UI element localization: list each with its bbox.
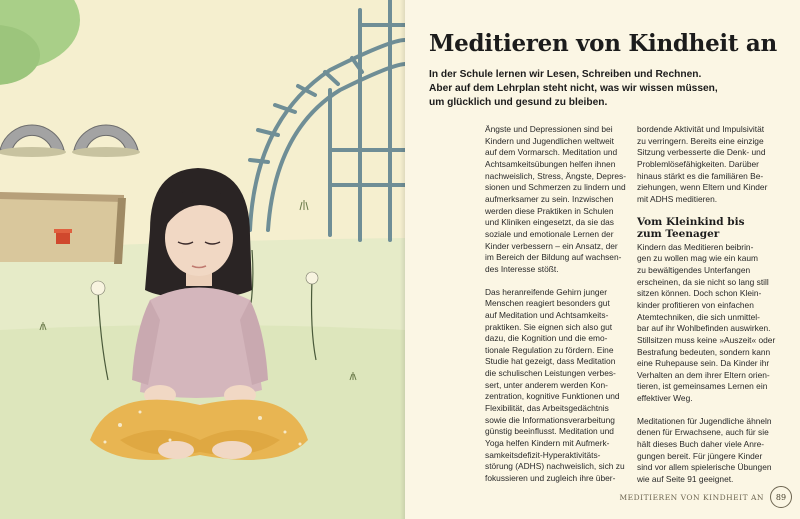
text-line: die schulischen Leistungen verbes- — [485, 368, 616, 379]
running-footer-title: MEDITIEREN VON KINDHEIT AN — [619, 492, 764, 502]
sandbox — [0, 192, 126, 264]
text-line: im Bereich der Bildung auf wachsen- — [485, 252, 622, 263]
text-line: zentration, kognitive Funktionen und — [485, 391, 620, 402]
lead-line: um glücklich und gesund zu bleiben. — [429, 97, 608, 108]
text-line: Problemlösefähigkeiten. Darüber — [637, 158, 759, 169]
text-line: des Interesse stößt. — [485, 263, 559, 274]
text-line: auf dem Vormarsch. Meditation und — [485, 147, 618, 158]
text-line: soziale und emotionale Lernen der — [485, 228, 614, 239]
body-paragraph — [637, 242, 777, 405]
text-line: hält dieses Buch daher viele Anre- — [637, 439, 765, 450]
text-line: Das heranreifende Gehirn junger — [485, 286, 607, 297]
text-line: ziehungen, wenn Eltern und Kinder — [637, 182, 768, 193]
text-line: Kinder verbessern – ein Ansatz, der — [485, 240, 618, 251]
text-line: Achtsamkeitsübungen helfen ihnen — [485, 158, 616, 169]
text-line: Sitzung verbesserte die Denk- und — [637, 147, 766, 158]
text-line: Flexibilität, das Arbeitsgedächtnis — [485, 403, 609, 414]
text-line: bordende Aktivität und Impulsivität — [637, 124, 765, 134]
text-line: gen zu wollen mag wie ein kaum — [637, 253, 759, 264]
body-paragraph — [637, 416, 777, 486]
text-line: Menschen reagiert besonders gut — [485, 298, 610, 309]
text-line: Yoga helfen Kindern mit Aufmerk- — [485, 438, 610, 449]
text-line: Stillsitzen muss keine »Auszeit« oder — [637, 334, 776, 345]
text-line: sert, unter anderem werden Kon- — [485, 379, 608, 390]
text-line: auf Meditation und Achtsamkeits- — [485, 309, 609, 320]
text-line: tionale Regulation zu fördern. Eine — [485, 344, 614, 355]
text-line: Ängste und Depressionen sind bei — [485, 124, 613, 134]
text-line: gungen bereit. Für jüngere Kinder — [637, 450, 763, 461]
page-number: 89 — [770, 486, 792, 508]
text-page — [405, 0, 800, 519]
text-line: zu bewältigendes Unterfangen — [637, 264, 751, 275]
body-paragraph — [485, 287, 627, 485]
lead-line: In der Schule lernen wir Lesen, Schreiben und Rechnen. — [429, 69, 702, 80]
text-line: günstig beeinflusst. Meditation und — [485, 426, 614, 437]
text-line: sind vor allem spielerische Übungen — [637, 462, 772, 473]
body-paragraph — [485, 124, 627, 276]
text-line: Meditationen für Jugendliche ähneln — [637, 415, 772, 426]
text-line: und Kliniken eingesetzt, da sie das — [485, 217, 614, 228]
text-line: werden diese Praktiken in Schulen — [485, 205, 614, 216]
text-line: kinder profitieren von einfachen — [637, 299, 754, 310]
text-line: eine Ruhepause sein. Da Kinder ihr — [637, 358, 770, 369]
text-line: aufmerksamer zu sein. Inzwischen — [485, 193, 614, 204]
text-line: bar auf ihr Wohlbefinden auswirken. — [637, 323, 771, 334]
text-line: Atemtechniken, die sich unmittel- — [637, 311, 760, 322]
text-line: störung (ADHS) nachweislich, sich zu — [485, 461, 625, 472]
text-line: praktiken. Sie eignen sich also gut — [485, 321, 613, 332]
text-line: hinaus stärkt es die familiären Be- — [637, 170, 764, 181]
text-line: nachweislich, Stress, Ängste, Depres- — [485, 170, 627, 181]
page-footer — [619, 486, 792, 508]
text-line: sitzen können. Doch schon Klein- — [637, 288, 762, 299]
text-line: sionen und Schmerzen zu lindern und — [485, 182, 626, 193]
text-line: Kindern und Jugendlichen weltweit — [485, 135, 614, 146]
text-line: Verhalten an dem ihrer Eltern orien- — [637, 369, 770, 380]
text-line: sowie die Informationsverarbeitung — [485, 414, 615, 425]
text-line: Kindern das Meditieren beibrin- — [637, 241, 754, 252]
lead-line: Aber auf dem Lehrplan steht nicht, was wir wissen müssen, — [429, 83, 718, 94]
text-line: effektiver Weg. — [637, 393, 693, 404]
text-line: denen für Erwachsene, auch für sie — [637, 427, 769, 438]
text-line: wie auf Seite 91 geeignet. — [637, 474, 734, 485]
text-line: tieren, ist gemeinsames Lernen ein — [637, 381, 768, 392]
text-line: Studie hat gezeigt, dass Meditation — [485, 356, 616, 367]
subheading-line: zum Teenager — [637, 227, 720, 240]
section-subheading — [637, 216, 777, 240]
text-line: dazu, die Kognition und die emo- — [485, 333, 608, 344]
text-line: fokussieren und zugleich ihre über- — [485, 473, 616, 484]
text-line: Bestrafung bedeuten, sondern kann — [637, 346, 771, 357]
text-column-1 — [485, 124, 627, 485]
text-line: samkeitsdefizit-Hyperaktivitäts- — [485, 449, 601, 460]
subheading-line: Vom Kleinkind bis — [637, 215, 745, 228]
text-line: zu verringern. Bereits eine einzige — [637, 135, 764, 146]
body-paragraph — [637, 124, 777, 206]
lead-paragraph — [429, 68, 749, 110]
article-title: Meditieren von Kindheit an — [429, 30, 777, 57]
text-line: mit ADHS meditieren. — [637, 193, 718, 204]
text-line: erscheinen, da sie nicht so lang still — [637, 276, 769, 287]
text-column-2 — [637, 124, 777, 486]
